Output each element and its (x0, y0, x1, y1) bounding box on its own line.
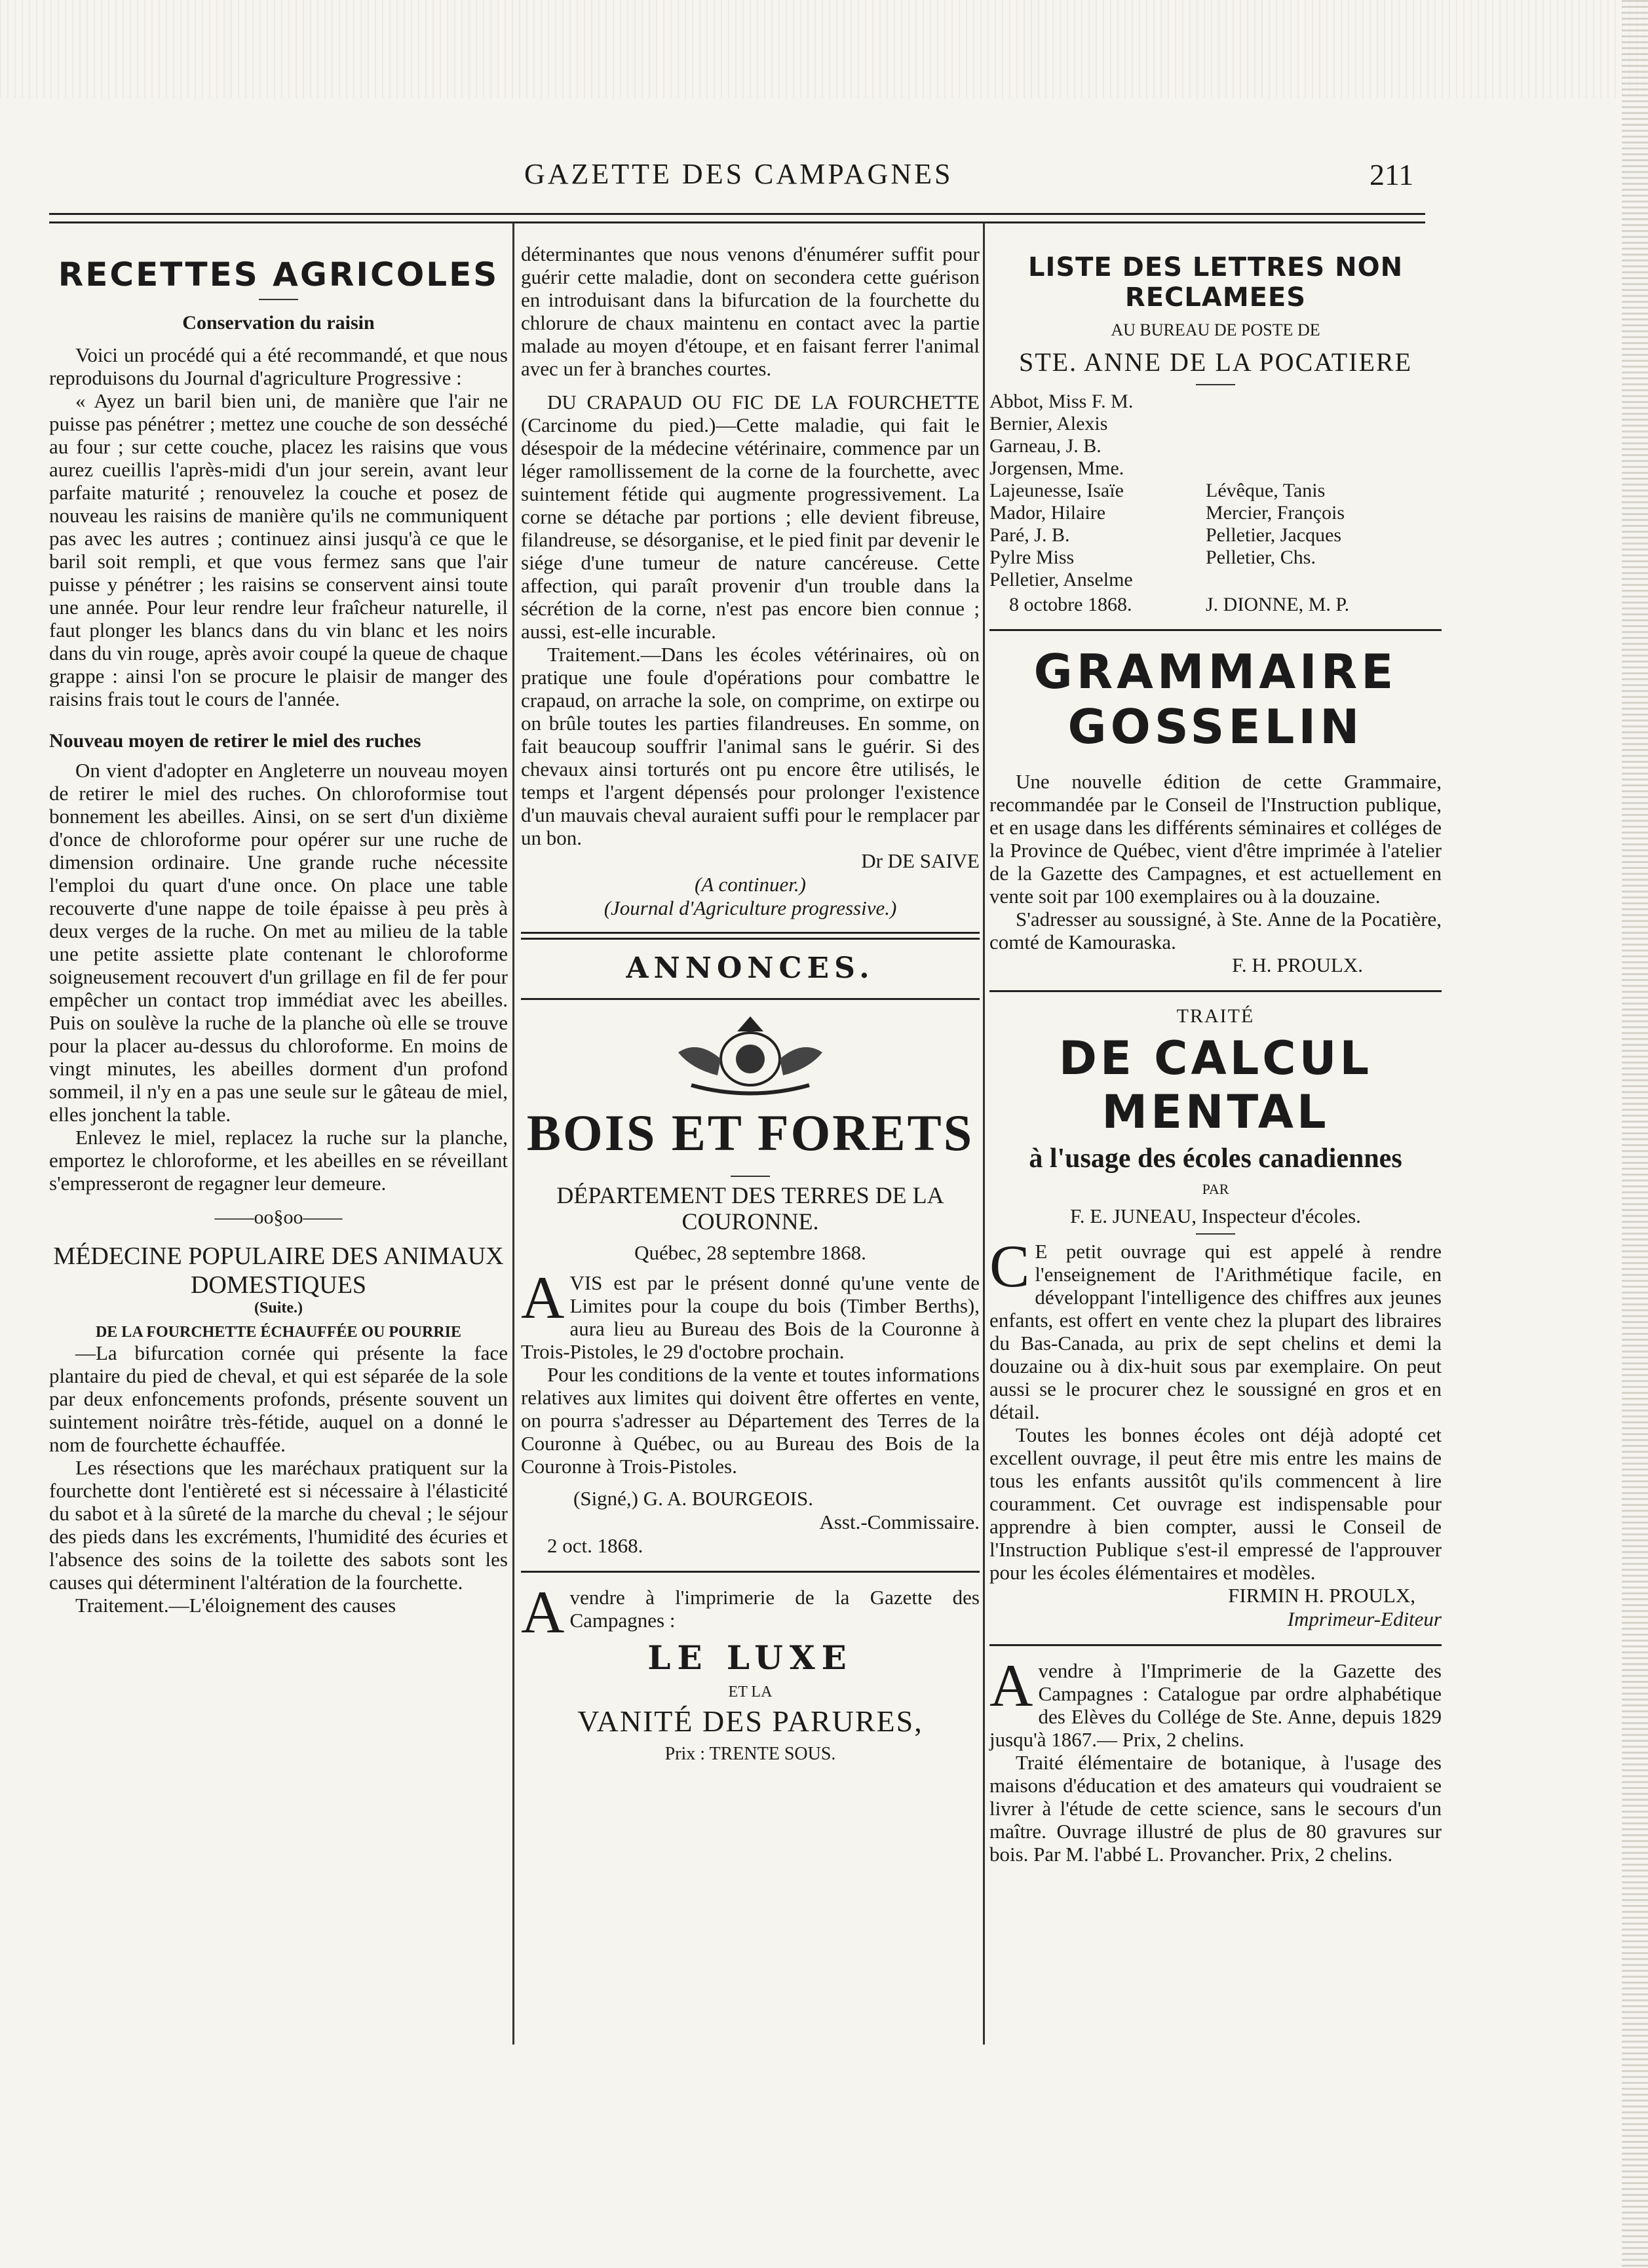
column-rule (512, 223, 514, 2045)
name-entry: Paré, J. B. (989, 524, 1070, 546)
source-note: (Journal d'Agriculture progressive.) (604, 896, 897, 919)
column-rule (983, 223, 985, 2045)
paragraph: S'adresser au soussigné, à Ste. Anne de la Pocatière, comté de Kamouraska. (989, 908, 1442, 953)
names-list (989, 391, 1442, 591)
article-subtitle: DE LA FOURCHETTE ÉCHAUFFÉE OU POURRIE (95, 1324, 462, 1341)
price-label: Prix : TRENTE SOUS. (664, 1744, 836, 1764)
name-entry: Lajeunesse, Isaïe (989, 480, 1124, 501)
paragraph: AVIS est par le présent donné qu'une vente de Limites pour la coupe du bois (Timber Berths), aura lieu au Bureau des Bois de la Couronne à Trois-Pistoles, le 29 d'octobre prochain. (521, 1264, 980, 1363)
divider (521, 932, 980, 940)
list-item (989, 391, 1442, 413)
ad-kicker: TRAITÉ (1176, 1005, 1255, 1027)
ad-title: DE CALCUL MENTAL (1058, 1031, 1373, 1139)
paper-texture (0, 0, 1648, 98)
signature: FIRMIN H. PROULX, (1228, 1584, 1415, 1607)
paragraph: CE petit ouvrage qui est appelé à rendre l'enseignement de l'Arithmétique facile, en développant l'intelligence des chiffres aux jeunes enfants, est offert en vente chez la plupart des libraires du Bas-Canada, au prix de sept chelins et demi la douzaine ou à dix-huit sous par exemplaire. On peut aussi se le procurer chez le soussigné en gros et en détail. (989, 1233, 1442, 1423)
name-entry: Abbot, Miss F. M. (989, 391, 1134, 412)
paragraph: On vient d'adopter en Angleterre un nouveau moyen de retirer le miel des ruches. On chloroformise tout bonnement les abeilles. Ainsi, on se sert d'un dixième d'once de chloroforme pour opérer sur une ruche de dimension ordinaire. Une grande ruche nécessite l'emploi du quart d'une once. On place une table recouverte d'une nappe de toile épaisse à peu près à deux verges de la ruche. On met au milieu de la table une petite assiette plate contenant le chloroforme soigneusement recouvert d'un grillage en fil de fer pour empêcher un contact trop immédiat avec les abeilles. Puis on soulève la ruche de la planche où elle se trouve pour la placer au-dessus du chloroforme. En moins de vingt minutes, les abeilles dorment d'un profond sommeil, il n'y en a pas une seule sur le gâteau de miel, elles jonchent la table. (49, 759, 508, 1126)
book-title-connector: ET LA (728, 1683, 773, 1701)
paragraph: Traité élémentaire de botanique, à l'usage des maisons d'éducation et des amateurs qui voudraient se livrer à l'étude de cette science, sans le secours d'un maître. Ouvrage illustré de plus de 80 gravures sur bois. Par M. l'abbé L. Provancher. Prix, 2 chelins. (989, 1751, 1442, 1866)
name-entry: Mercier, François (1206, 502, 1345, 524)
coat-of-arms-icon (652, 1013, 849, 1098)
article-subtitle: Nouveau moyen de retirer le miel des ruches (49, 730, 421, 752)
page-number: 211 (1370, 158, 1414, 191)
divider (989, 629, 1442, 631)
divider (521, 1571, 980, 1573)
paragraph: Enlevez le miel, replacez la ruche sur la planche, emportez le chloroforme, et les abeilles en se réveillant s'empresseront de regagner leur demeure. (49, 1126, 508, 1195)
post-office-label: AU BUREAU DE POSTE DE (1111, 320, 1320, 339)
list-footer (989, 594, 1442, 616)
book-title: LE LUXE (647, 1638, 853, 1677)
section-title: LISTE DES LETTRES NON RECLAMEES (1027, 252, 1404, 313)
divider (1196, 384, 1235, 385)
header-rule (49, 213, 1425, 223)
ad-date: Québec, 28 septembre 1868. (634, 1241, 866, 1264)
divider (989, 990, 1442, 992)
list-item (989, 435, 1442, 457)
annonces-heading: ANNONCES. (626, 951, 875, 985)
divider (989, 1644, 1442, 1646)
paragraph: Les résections que les maréchaux pratiquent sur la fourchette dont l'entièreté est si nécessaire à l'élasticité du sabot et à la sûreté de la marche du cheval ; le séjour des pieds dans les excréments, l'humidité des écuries et l'absence des soins de la toilette des sabots sont les causes qui déterminent l'altération de la fourchette. (49, 1456, 508, 1594)
paragraph: DU CRAPAUD OU FIC DE LA FOURCHETTE (Carcinome du pied.)—Cette maladie, qui fait le désespoir de la médecine vétérinaire, commence par un léger ramollissement de la corne de la fourchette, avec suintement fétide qui augmente progressivement. La corne se détache par portions ; elle devient fibreuse, filandreuse, se désorganise, et le pied finit par devenir le siége d'une tumeur de nature cancéreuse. Cette affection, qui paraît provenir d'un trouble dans la sécrétion de la corne, n'est pas encore bien connue ; aussi, est-elle incurable. (521, 391, 980, 643)
paragraph: —La bifurcation cornée qui présente la face plantaire du pied de cheval, et qui est séparée de la sole par deux enfoncements profonds, présente souvent un suintement noirâtre très-fétide, auquel on a donné le nom de fourchette échauffée. (49, 1341, 508, 1456)
name-entry: Pelletier, Anselme (989, 569, 1133, 590)
article-subtitle: Conservation du raisin (182, 312, 375, 334)
paragraph: Avendre à l'Imprimerie de la Gazette des Campagnes : Catalogue par ordre alphabétique des Elèves du Collége de Ste. Anne, depuis 1829 jusqu'à 1867.— Prix, 2 chelins. (989, 1652, 1442, 1751)
continue-note: (A continuer.) (695, 873, 806, 896)
author-signature: Dr DE SAIVE (861, 849, 980, 872)
ad-title: BOIS ET FORETS (526, 1104, 974, 1161)
section-title: RECETTES AGRICOLES (58, 256, 499, 294)
name-entry: Jorgensen, Mme. (989, 457, 1124, 479)
post-office-name: STE. ANNE DE LA POCATIERE (1019, 347, 1412, 377)
column-2 (521, 242, 980, 2058)
divider (259, 299, 298, 300)
page-edge (1622, 0, 1648, 2268)
ad-subtitle: à l'usage des écoles canadiennes (1029, 1144, 1402, 1174)
paragraph: Toutes les bonnes écoles ont déjà adopté cet excellent ouvrage, il peut être mis entre les mains de tous les enfants aussitôt qu'ils commencent à lire couramment. Cet ouvrage est indispensable pour apprendre à bien compter, aussi le Conseil de l'Instruction Publique s'est-il empressé de l'approuver pour les écoles élémentaires et modèles. (989, 1423, 1442, 1584)
signed-line: (Signé,) G. A. BOURGEOIS. (573, 1487, 813, 1510)
list-signature: J. DIONNE, M. P. (1206, 594, 1350, 615)
paragraph: Une nouvelle édition de cette Grammaire, recommandée par le Conseil de l'Instruction publique, et en usage dans les différents séminaires et colléges de la Province de Québec, vient d'être imprimée à l'atelier de la Gazette des Campagnes, et est actuellement en vente soit par 100 exemplaires ou à la douzaine. (989, 770, 1442, 908)
ornament-divider: ——oo§oo—— (214, 1206, 343, 1228)
name-entry: Garneau, J. B. (989, 435, 1102, 457)
list-item (989, 502, 1442, 524)
paragraph: Traitement.—Dans les écoles vétérinaires, où on pratique une foule d'opérations pour combattre le crapaud, on arrache la sole, on comprime, on extirpe ou on brûle toutes les parties filandreuses. En somme, on fait beaucoup souffrir l'animal sans le guérir. Si des chevaux ainsi torturés ont pu encore être utilisés, le temps et l'argent dépensés pour prolonger l'existence d'un mauvais cheval auraient suffi pour le remplacer par un bon. (521, 643, 980, 849)
ad-title: GRAMMAIRE GOSSELIN (1033, 644, 1398, 754)
article-title: MÉDECINE POPULAIRE DES ANIMAUX DOMESTIQUES (53, 1242, 504, 1299)
list-item (989, 480, 1442, 502)
name-entry: Pylre Miss (989, 547, 1075, 568)
list-date: 8 octobre 1868. (1009, 594, 1132, 615)
name-entry: Pelletier, Chs. (1206, 547, 1316, 568)
list-item (989, 524, 1442, 547)
paragraph: Voici un procédé qui a été recommandé, et que nous reproduisons du Journal d'agriculture Progressive : (49, 343, 508, 389)
paragraph: déterminantes que nous venons d'énumérer suffit pour guérir cette maladie, dont on secondera cette guérison en introduisant dans la bifurcation de la fourchette du chlorure de chaux maintenu en contact avec la partie malade au moyen d'étoupe, et en faisant ferrer l'animal avec un fer à branches courtes. (521, 242, 980, 380)
name-entry: Bernier, Alexis (989, 413, 1108, 434)
suite-label: (Suite.) (254, 1299, 303, 1317)
paragraph: Avendre à l'imprimerie de la Gazette des Campagnes : (521, 1579, 980, 1645)
name-entry: Mador, Hilaire (989, 502, 1106, 524)
by-label: PAR (1202, 1181, 1229, 1197)
column-1 (49, 242, 508, 2058)
author-line: F. E. JUNEAU, Inspecteur d'écoles. (1070, 1204, 1361, 1227)
column-3 (989, 242, 1442, 2058)
signature: F. H. PROULX. (1232, 953, 1363, 976)
name-entry: Lévêque, Tanis (1206, 480, 1326, 501)
divider (521, 998, 980, 1000)
running-title: GAZETTE DES CAMPAGNES (524, 158, 953, 190)
name-entry: Pelletier, Jacques (1206, 524, 1342, 546)
divider (731, 1176, 770, 1177)
list-item (989, 569, 1442, 591)
list-item (989, 547, 1442, 569)
department-name: DÉPARTEMENT DES TERRES DE LA COURONNE. (556, 1182, 944, 1235)
paragraph: « Ayez un baril bien uni, de manière que l'air ne puisse pas pénétrer ; mettez une couche de son desséché au four ; sur cette couche, placez les raisins que vous aurez cueillis l'après-midi d'un jour serein, avant leur parfaite maturité ; renouvelez la couche et posez de nouveau les raisins de manière qu'ils ne communiquent pas avec les autres ; continuez ainsi jusqu'à ce que le baril soit rempli, et que vous fermez sans que l'air puisse y pénétrer ; les raisins se conservent ainsi toute une année. Pour leur rendre leur fraîcheur naturelle, il faut plonger les blancs dans du vin blanc et les noirs dans du vin rouge, après avoir coupé la queue de chaque grappe : ainsi l'on se procure le plaisir de manger des raisins frais tout le cours de l'année. (49, 389, 508, 710)
running-header (0, 157, 1648, 203)
paragraph: Pour les conditions de la vente et toutes informations relatives aux limites qui doivent être offertes en vente, on pourra s'adresser au Département des Terres de la Couronne à Québec, ou au Bureau des Bois de la Couronne à Trois-Pistoles. (521, 1363, 980, 1478)
signature-role: Imprimeur-Editeur (1287, 1607, 1442, 1630)
ad-date: 2 oct. 1868. (547, 1534, 643, 1557)
signatory-title: Asst.-Commissaire. (819, 1510, 980, 1533)
paragraph: Traitement.—L'éloignement des causes (75, 1594, 396, 1617)
divider (1196, 1233, 1235, 1235)
list-item (989, 413, 1442, 435)
book-title: VANITÉ DES PARURES, (577, 1704, 923, 1738)
list-item (989, 457, 1442, 480)
